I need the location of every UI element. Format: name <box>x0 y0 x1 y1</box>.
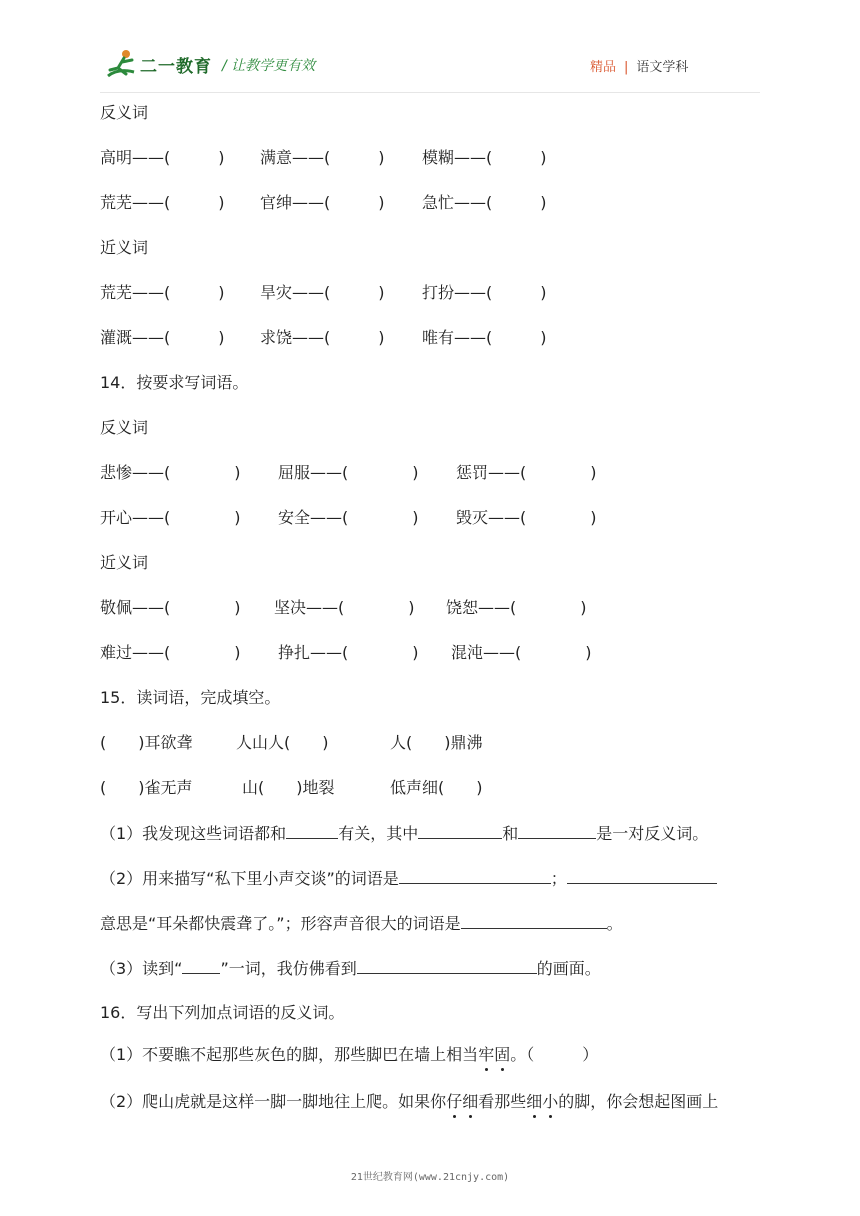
sentence-text: （2）爬山虎就是这样一脚一脚地往上爬。如果你 <box>100 1092 447 1111</box>
slogan: / 让教学更有效 <box>222 58 316 74</box>
word-row <box>100 507 597 529</box>
sentence-text: （2）用来描写“私下里小声交谈”的词语是 <box>100 869 399 888</box>
word-item: 灌溉——( ) <box>100 328 225 347</box>
sentence-text: 意思是“耳朵都快震聋了。”；形容声音很大的词语是 <box>100 914 461 933</box>
word-item: 旱灾——( ) <box>260 283 385 302</box>
word-item: 求饶——( ) <box>260 328 385 347</box>
dotted-char: 固 <box>494 1045 511 1064</box>
word-row <box>100 642 592 664</box>
fill-sentence <box>100 912 623 935</box>
word-item: 屈服——( ) <box>278 463 419 482</box>
word-item: 急忙——( ) <box>422 193 547 212</box>
dotted-char: 细 <box>462 1092 479 1111</box>
word-item: 满意——( ) <box>260 148 385 167</box>
sentence-text: 的画面。 <box>536 959 601 978</box>
page-footer: 21世纪教育网(www.21cnjy.com) <box>350 1172 510 1183</box>
word-item: 坚决——( ) <box>274 598 415 617</box>
answer-blank[interactable] <box>399 867 551 884</box>
word-item: 高明——( ) <box>100 148 225 167</box>
dotted-char: 小 <box>542 1092 559 1111</box>
sentence-text: 有关，其中 <box>338 824 419 843</box>
word-row <box>100 147 547 169</box>
fill-sentence <box>100 867 717 890</box>
question-title: 16．写出下列加点词语的反义词。 <box>100 1003 345 1022</box>
header-separator: | <box>624 60 629 75</box>
header-divider <box>100 92 760 93</box>
word-item: 悲惨——( ) <box>100 463 241 482</box>
section-label: 反义词 <box>100 418 149 437</box>
answer-blank[interactable] <box>357 957 537 974</box>
section-label: 反义词 <box>100 103 149 122</box>
word-row <box>100 597 587 619</box>
word-item: 开心——( ) <box>100 508 241 527</box>
section-label: 近义词 <box>100 553 149 572</box>
word-row <box>100 192 547 214</box>
word-row <box>100 327 547 349</box>
logo-text: 二一教育 <box>140 57 212 77</box>
sentence-text: 。 <box>606 914 623 933</box>
idiom-item: ( )雀无声 <box>100 778 193 797</box>
dotted-char: 牢 <box>478 1045 495 1064</box>
sentence-text: （3）读到“ <box>100 959 183 978</box>
header-subject <box>590 56 688 75</box>
idiom-item: 低声细( ) <box>390 778 483 797</box>
fill-sentence <box>100 822 708 845</box>
word-item: 安全——( ) <box>278 508 419 527</box>
sentence-text: （1）我发现这些词语都和 <box>100 824 287 843</box>
answer-blank[interactable] <box>182 957 220 974</box>
sentence-text: 看那些 <box>478 1092 527 1111</box>
dotted-char: 细 <box>526 1092 543 1111</box>
page-header <box>0 0 860 95</box>
idiom-item: ( )耳欲聋 <box>100 733 193 752</box>
antonym-sentence <box>100 1044 598 1066</box>
dotted-char: 仔 <box>446 1092 463 1111</box>
sentence-text: （1）不要瞧不起那些灰色的脚，那些脚巴在墙上相当 <box>100 1045 479 1064</box>
quality-badge: 精品 <box>590 60 617 75</box>
answer-blank[interactable] <box>518 822 596 839</box>
question-title: 15．读词语，完成填空。 <box>100 688 281 707</box>
word-item: 饶恕——( ) <box>446 598 587 617</box>
idiom-row <box>100 732 483 754</box>
word-row <box>100 282 547 304</box>
section-label: 近义词 <box>100 238 149 257</box>
idiom-item: 人( )鼎沸 <box>390 733 483 752</box>
sentence-text: 。（ ） <box>510 1045 599 1064</box>
answer-blank[interactable] <box>286 822 338 839</box>
answer-blank[interactable] <box>567 867 717 884</box>
fill-sentence <box>100 957 601 980</box>
idiom-item: 山( )地裂 <box>242 778 335 797</box>
sentence-text: 的脚，你会想起图画上 <box>558 1092 719 1111</box>
word-item: 挣扎——( ) <box>278 643 419 662</box>
word-item: 难过——( ) <box>100 643 241 662</box>
question-title: 14．按要求写词语。 <box>100 373 249 392</box>
idiom-row <box>100 777 483 799</box>
word-item: 打扮——( ) <box>422 283 547 302</box>
word-item: 官绅——( ) <box>260 193 385 212</box>
word-row <box>100 462 597 484</box>
word-item: 毁灭——( ) <box>456 508 597 527</box>
word-item: 唯有——( ) <box>422 328 547 347</box>
sentence-text: ； <box>550 869 567 888</box>
word-item: 荒芜——( ) <box>100 283 225 302</box>
word-item: 混沌——( ) <box>451 643 592 662</box>
word-item: 模糊——( ) <box>422 148 547 167</box>
word-item: 敬佩——( ) <box>100 598 241 617</box>
antonym-sentence <box>100 1091 718 1113</box>
word-item: 惩罚——( ) <box>456 463 597 482</box>
sentence-text: 和 <box>502 824 519 843</box>
idiom-item: 人山人( ) <box>236 733 329 752</box>
sentence-text: 是一对反义词。 <box>596 824 709 843</box>
answer-blank[interactable] <box>418 822 502 839</box>
subject-label: 语文学科 <box>636 60 689 75</box>
sentence-text: ”一词，我仿佛看到 <box>220 959 357 978</box>
answer-blank[interactable] <box>461 912 607 929</box>
word-item: 荒芜——( ) <box>100 193 225 212</box>
